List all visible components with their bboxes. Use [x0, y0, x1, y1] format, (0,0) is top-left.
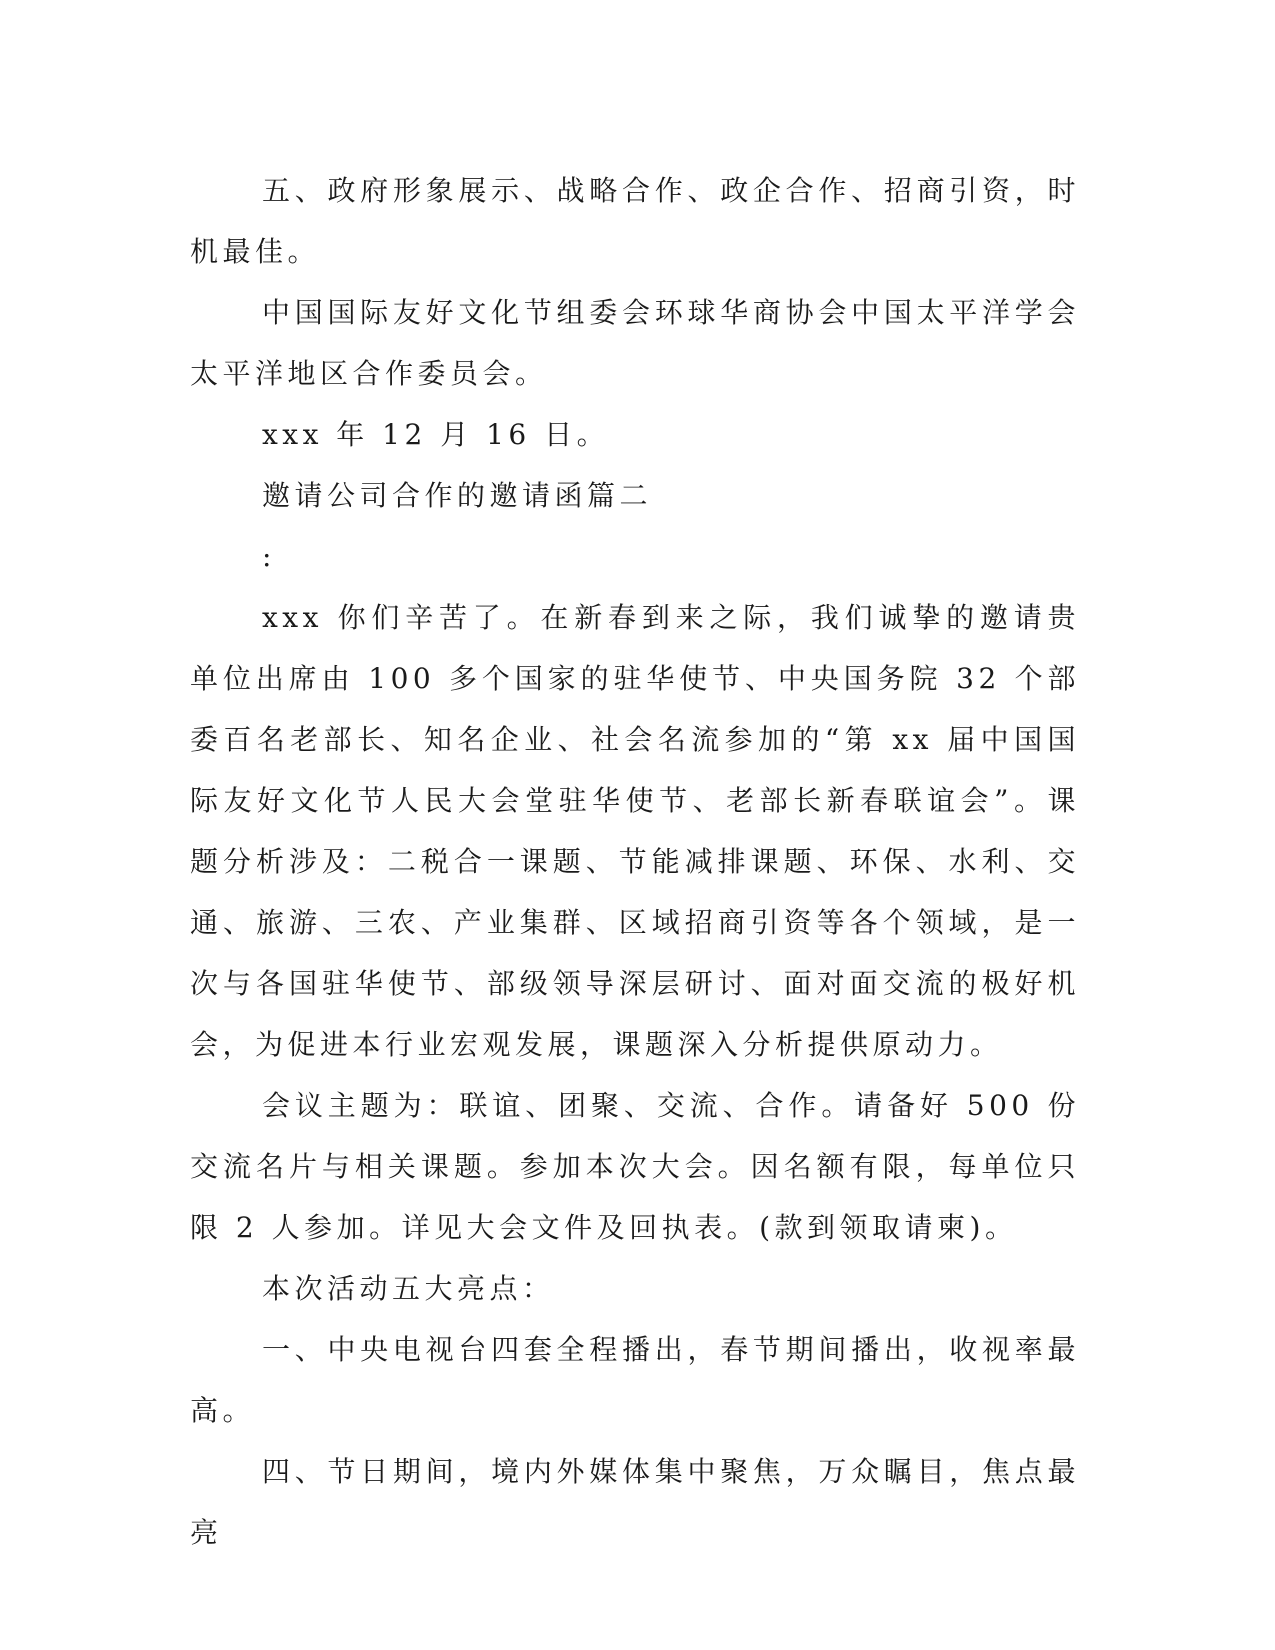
paragraph-highlight-four: 四、节日期间，境内外媒体集中聚焦，万众瞩目，焦点最亮: [190, 1455, 1080, 1549]
paragraph-highlight-one: 一、中央电视台四套全程播出，春节期间播出，收视率最高。: [190, 1333, 1080, 1427]
paragraph-salutation: :: [262, 540, 276, 573]
paragraph-section-title: 邀请公司合作的邀请函篇二: [262, 479, 653, 512]
paragraph-highlights-heading: 本次活动五大亮点：: [262, 1272, 555, 1305]
document-page: [190, 160, 1080, 1563]
paragraph-meeting-theme: 会议主题为：联谊、团聚、交流、合作。请备好 500 份交流名片与相关课题。参加本次大会。因名额有限，每单位只限 2 人参加。详见大会文件及回执表。(款到领取请柬)。: [190, 1089, 1080, 1244]
paragraph-invitation-body: xxx 你们辛苦了。在新春到来之际，我们诚挚的邀请贵单位出席由 100 多个国家的驻华使节、中央国务院 32 个部委百名老部长、知名企业、社会名流参加的“第 xx 届中国国际友好文化节人民大会堂驻华使节、老部长新春联谊会”。课题分析涉及：二税合一课题、节能减排课题、环保、水利、交通、旅游、三农、产业集群、区域招商引资等各个领域，是一次与各国驻华使节、部级领导深层研讨、面对面交流的极好机会，为促进本行业宏观发展，课题深入分析提供原动力。: [190, 601, 1080, 1061]
paragraph-organizers: 中国国际友好文化节组委会环球华商协会中国太平洋学会太平洋地区合作委员会。: [190, 296, 1080, 390]
paragraph-highlight-five: 五、政府形象展示、战略合作、政企合作、招商引资，时机最佳。: [190, 174, 1080, 268]
paragraph-date: xxx 年 12 月 16 日。: [262, 418, 610, 451]
